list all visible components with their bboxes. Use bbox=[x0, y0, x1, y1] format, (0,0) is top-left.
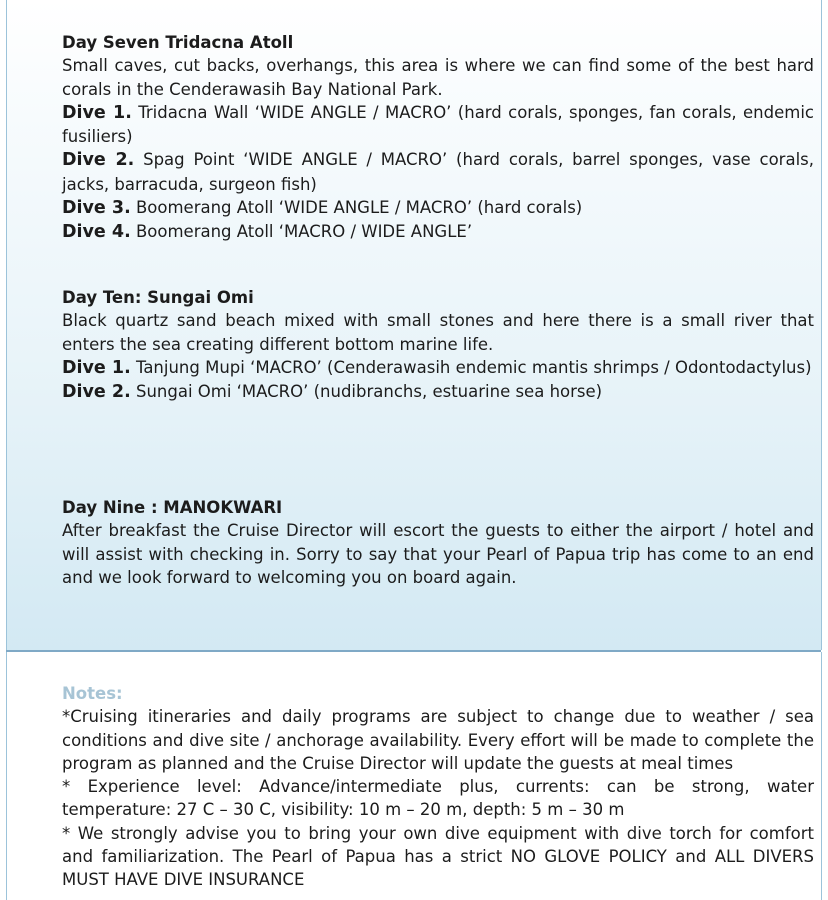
dive-label: Dive 1. bbox=[62, 357, 131, 378]
dive-label: Dive 4. bbox=[62, 222, 131, 243]
dive-text: Tridacna Wall ‘WIDE ANGLE / MACRO’ (hard corals, sponges, fan corals, endemic fusiliers) bbox=[62, 102, 814, 147]
dive-label: Dive 2. bbox=[62, 150, 135, 171]
dive-text: Boomerang Atoll ‘MACRO / WIDE ANGLE’ bbox=[135, 222, 473, 242]
day-ten-description: Black quartz sand beach mixed with small stones and here there is a small river that enters the sea creating different bottom marine life. bbox=[62, 311, 814, 354]
day-seven-section bbox=[62, 31, 814, 245]
dive-label: Dive 3. bbox=[62, 198, 131, 219]
day-seven-title: Day Seven Tridacna Atoll bbox=[62, 33, 294, 52]
notes-item-3: * We strongly advise you to bring your own dive equipment with dive torch for comfort and familiarization. The Pearl of Papua has a strict NO GLOVE POLICY and ALL DIVERS MUST HAVE DIVE INSURANCE bbox=[62, 823, 814, 890]
dive-text: Tanjung Mupi ‘MACRO’ (Cenderawasih endemic mantis shrimps / Odontodactylus) bbox=[135, 357, 812, 377]
dive-label: Dive 2. bbox=[62, 382, 131, 403]
notes-section bbox=[62, 682, 814, 892]
day-seven-dive-4 bbox=[62, 220, 814, 244]
day-seven-description: Small caves, cut backs, overhangs, this area is where we can find some of the best hard corals in the Cenderawasih Bay National Park. bbox=[62, 56, 814, 99]
day-nine-section bbox=[62, 496, 814, 589]
dive-label: Dive 1. bbox=[62, 102, 132, 123]
notes-item-2: * Experience level: Advance/intermediate plus, currents: can be strong, water temperature: 27 C – 30 C, visibility: 10 m – 20 m, depth: 5 m – 30 m bbox=[62, 777, 814, 820]
day-seven-dive-1 bbox=[62, 101, 814, 149]
day-seven-dive-3 bbox=[62, 196, 814, 220]
day-ten-title: Day Ten: Sungai Omi bbox=[62, 288, 254, 307]
day-ten-section bbox=[62, 286, 814, 404]
notes-title: Notes: bbox=[62, 684, 123, 703]
day-ten-dive-2 bbox=[62, 380, 814, 404]
dive-text: Spag Point ‘WIDE ANGLE / MACRO’ (hard corals, barrel sponges, vase corals, jacks, barracuda, surgeon fish) bbox=[62, 150, 814, 194]
dive-text: Boomerang Atoll ‘WIDE ANGLE / MACRO’ (hard corals) bbox=[135, 198, 583, 218]
day-nine-title: Day Nine : MANOKWARI bbox=[62, 498, 283, 517]
day-ten-dive-1 bbox=[62, 356, 814, 380]
day-seven-dive-2 bbox=[62, 148, 814, 196]
day-nine-description: After breakfast the Cruise Director will escort the guests to either the airport / hotel and will assist with checking in. Sorry to say that your Pearl of Papua trip has come to an end and we look forward to welcoming you on board again. bbox=[62, 521, 814, 587]
notes-item-1: *Cruising itineraries and daily programs are subject to change due to weather / sea conditions and dive site / anchorage availability. Every effort will be made to complete the program as planned and the Cruise Director will update the guests at meal times bbox=[62, 707, 814, 773]
dive-text: Sungai Omi ‘MACRO’ (nudibranchs, estuarine sea horse) bbox=[135, 382, 603, 402]
